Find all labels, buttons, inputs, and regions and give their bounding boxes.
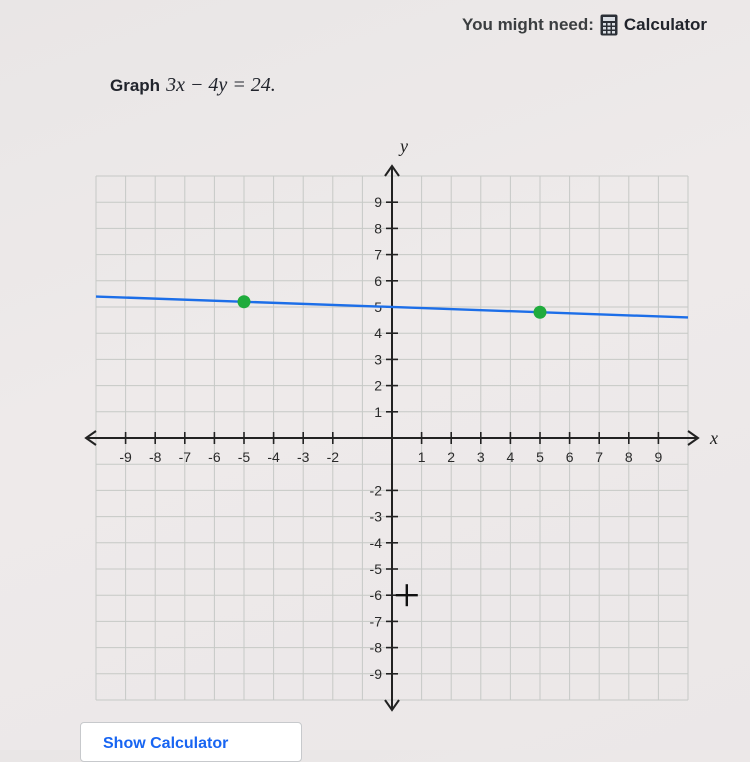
- y-tick-label: -4: [369, 534, 382, 551]
- y-tick-label: -7: [369, 613, 382, 630]
- crosshair-icon: [396, 584, 418, 606]
- x-tick-label: 2: [447, 449, 456, 465]
- x-tick-label: 5: [536, 449, 544, 465]
- y-tick-label: -2: [369, 482, 382, 499]
- x-tick-label: 7: [595, 449, 604, 465]
- x-axis-label: x: [710, 428, 718, 448]
- y-tick-label: -9: [369, 665, 382, 682]
- y-tick-label: -6: [369, 587, 382, 604]
- y-tick-label: -3: [369, 508, 382, 525]
- draggable-point[interactable]: [534, 306, 547, 319]
- x-tick-label: -7: [178, 449, 192, 465]
- prompt-word: Graph: [110, 76, 161, 95]
- y-tick-label: 4: [374, 325, 382, 342]
- x-tick-label: 9: [654, 449, 663, 465]
- y-tick-label: -8: [369, 639, 382, 656]
- x-tick-label: -2: [326, 449, 340, 465]
- calculator-label: Calculator: [623, 15, 708, 34]
- x-tick-label: 8: [624, 449, 633, 465]
- you-might-need-label: You might need:: [462, 15, 594, 34]
- y-tick-label: -5: [369, 561, 382, 577]
- x-tick-label: -9: [119, 449, 132, 465]
- y-tick-label: 7: [374, 246, 382, 263]
- x-tick-label: -3: [296, 449, 310, 465]
- x-tick-label: 6: [565, 449, 574, 465]
- show-calculator-button[interactable]: Show Calculator: [80, 722, 302, 762]
- y-axis-label: y: [400, 136, 408, 156]
- x-tick-label: 3: [476, 449, 485, 465]
- y-tick-label: 3: [374, 351, 382, 368]
- y-tick-label: 6: [374, 272, 382, 289]
- y-tick-label: 9: [374, 194, 382, 211]
- x-tick-label: -5: [237, 449, 251, 465]
- x-tick-label: -8: [148, 449, 162, 465]
- x-tick-label: -4: [267, 449, 280, 465]
- draggable-point[interactable]: [238, 295, 251, 308]
- x-tick-label: 1: [417, 449, 426, 465]
- y-tick-label: 8: [374, 220, 382, 237]
- equation: 3x − 4y = 24.: [166, 74, 276, 96]
- y-tick-label: 1: [374, 403, 382, 420]
- x-tick-label: -6: [208, 449, 221, 465]
- y-tick-label: 2: [374, 377, 382, 394]
- x-tick-label: 4: [506, 449, 515, 465]
